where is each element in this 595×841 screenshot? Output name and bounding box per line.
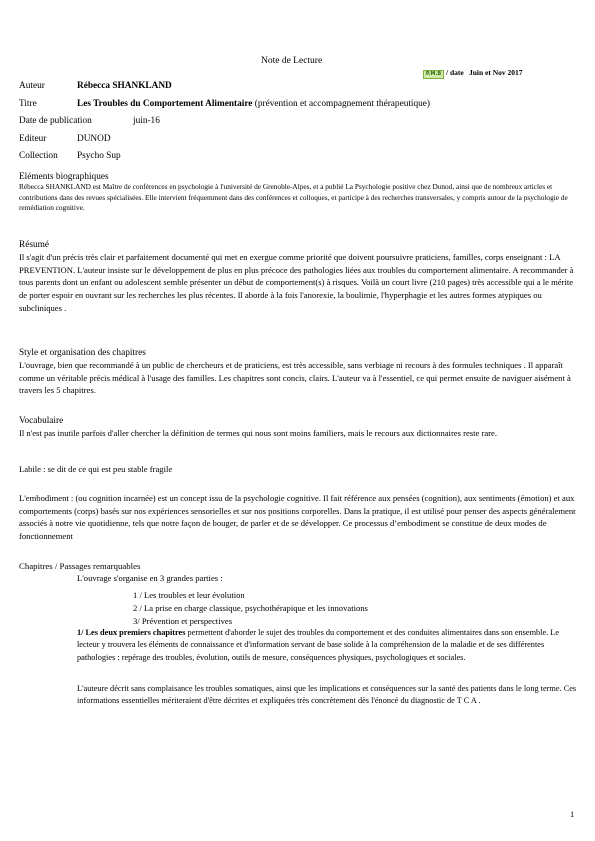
collection-label: Collection [19, 151, 58, 161]
chapters-paragraph-1-lead: 1/ Les deux premiers chapitres [77, 628, 186, 637]
style-text: L'ouvrage, bien que recommandé à un public de chercheurs et de praticiens, est très accessible, sans verbiage ni recours à des formules techniques . Il apparaît comme un véritable précis médical à l'usage des familles. Les chapitres sont concis, clairs. L'auteur va à l'essentiel, ce qui permet ensuite de naviguer aisément à travers les 5 chapitres. [19, 360, 571, 396]
collection-value: Psycho Sup [77, 151, 121, 161]
pubdate-value: juin-16 [133, 116, 160, 126]
vocab-heading: Vocabulaire [19, 416, 64, 426]
author-label: Auteur [19, 81, 45, 91]
author-value: Rébecca SHANKLAND [77, 81, 172, 91]
pmb-stamp-logo: P.M.B [423, 70, 444, 79]
style-heading: Style et organisation des chapitres [19, 348, 146, 358]
title-bold: Les Troubles du Comportement Alimentaire [77, 99, 253, 109]
title-label: Titre [19, 99, 37, 109]
editor-label: Editeur [19, 134, 47, 144]
embodiment-text: L'embodiment : (ou cognition incarnée) est un concept issu de la psychologie cognitive. Il fait référence aux pensées (cognition), aux sentiments (émotion) et aux comportements (corps) basés sur nos expériences sensorielles et sur nos positions corporelles. Dans la pratique, il est utilisé pour penser des aspects généralement associés à notre vie quotidienne, tels que notre façon de bouger, de parler et de se développer. Ce processus d’embodiment se constitue de deux modes de fonctionnement [19, 493, 576, 542]
chapters-paragraph-1 [77, 627, 579, 664]
summary-heading: Résumé [19, 240, 49, 250]
vocab-text: Il n'est pas inutile parfois d'aller chercher la définition de termes qui nous sont moins familiers, mais le recours aux dictionnaires reste rare. [19, 428, 497, 438]
labile-definition: Labile : se dit de ce qui est peu stable fragile [19, 464, 173, 474]
chapters-paragraph-1-body: permettent d'aborder le sujet des troubles du comportement et des conduites alimentaires dans son ensemble. Le lecteur y trouvera les éléments de connaissance et d'information servant de base solide à la compréhension de la maladie et de ses différentes pathologies : repérage des troubles, évolution, outils de mesure, conséquences physiques, psychologiques et sociales. [77, 628, 560, 662]
chapters-paragraph-2: L'auteure décrit sans complaisance les troubles somatiques, ainsi que les implications et conséquences sur la santé des patients dans le long terme. Ces informations essentielles mériteraient d'être décrites et expliquées très concrètement dès l'énoncé du diagnostic de T C A . [77, 684, 577, 706]
pubdate-label: Date de publication [19, 116, 92, 126]
chapters-heading: Chapitres / Passages remarquables [19, 561, 141, 571]
page-title: Note de Lecture [261, 56, 323, 66]
bio-heading: Eléments biographiques [19, 172, 109, 182]
date-value: Juin et Nov 2017 [469, 68, 523, 77]
title-rest: (prévention et accompagnement thérapeutique) [252, 99, 431, 109]
date-label: / date [446, 68, 464, 77]
summary-text: Il s'agit d'un précis très clair et parfaitement documenté qui met en exergue comme priorité que doivent poursuivre praticiens, familles, corps enseignant : LA PREVENTION. L'auteur insiste sur le développement de plus en plus précoce des pathologies liées aux troubles du comportement alimentaire. A recommander à tous parents dont un enfant ou adolescent semble présenter un début de comportement(s) à risques. Voilà un court livre (210 pages) très accessible qui a le mérite de porter espoir en ouvrant sur les recherches les plus récentes. Il aborde à la fois l'anorexie, la boulimie, l'hyperphagie et les autres formes atypiques ou subcliniques . [19, 252, 574, 313]
title-value [77, 98, 430, 110]
page-number: 1 [570, 809, 575, 819]
chapters-intro: L'ouvrage s'organise en 3 grandes parties : [77, 573, 223, 583]
editor-value: DUNOD [77, 134, 111, 144]
chapter-part-1: 1 / Les troubles et leur évolution [133, 590, 245, 600]
bio-text: Rébecca SHANKLAND est Maître de conférences en psychologie à l'université de Grenoble-Alpes, et a publié La Psychologie positive chez Dunod, ainsi que de nombreux articles et contributions dans des revues spécialisées. Elle intervient fréquemment dans des conférences et colloques, et participe à des recherches transversales, y compris autour de la psychologie de remédiation cognitive. [19, 182, 568, 212]
chapter-part-2: 2 / La prise en charge classique, psychothérapique et les innovations [133, 603, 368, 613]
chapter-part-3: 3/ Prévention et perspectives [133, 616, 233, 626]
